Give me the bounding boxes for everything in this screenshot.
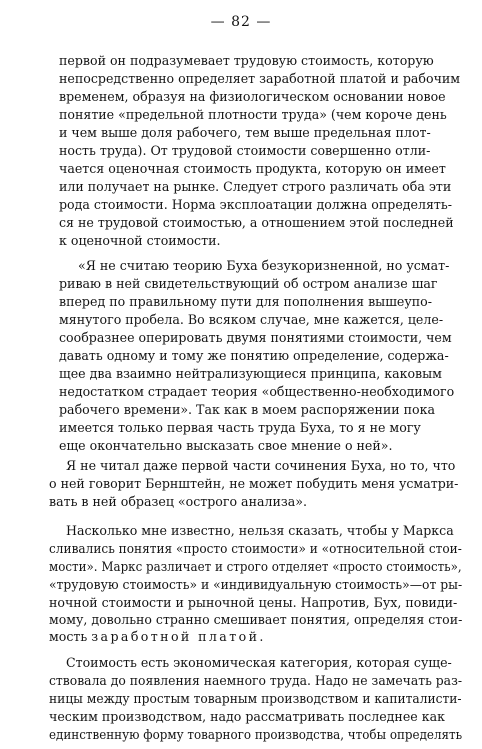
text-line: временем, образуя на физиологическом основании новое (59, 89, 446, 104)
text-line: ницы между простым товарным производством и капиталисти- (49, 691, 462, 706)
text-line: ность труда). От трудовой стоимости совершенно отли- (59, 143, 431, 158)
text-line: о ней говорит Бернштейн, не может побудить меня усматри- (49, 476, 459, 491)
text-line-with-emphasis (49, 628, 266, 646)
text-line: ческим производством, надо рассматривать последнее как (49, 709, 445, 724)
text-line: недостатком страдает теория «общественно-необходимого (59, 384, 455, 399)
text-line: ствовала до появления наемного труда. Надо не замечать раз- (49, 673, 463, 688)
text-line: ночной стоимости и рыночной цены. Напротив, Бух, повиди- (49, 595, 458, 610)
text-line: рабочего времени». Так как в моем распоряжении пока (59, 402, 435, 417)
text-line: Насколько мне известно, нельзя сказать, чтобы у Маркса (66, 523, 454, 538)
text-line: «трудовую стоимость» и «индивидуальную стоимость»—от ры- (49, 577, 463, 592)
text-line: мому, довольно странно смешивает понятия, определяя стои- (49, 612, 463, 627)
text-line: или получает на рынке. Следует строго различать оба эти (59, 179, 452, 194)
text-line: единственную форму товарного производства, чтобы определять (49, 727, 463, 742)
text-line: к оценочной стоимости. (59, 233, 221, 248)
text-line: Стоимость есть экономическая категория, которая суще- (66, 655, 452, 670)
text-line: и чем выше доля рабочего, тем выше предельная плот- (59, 125, 431, 140)
text-line: Я не читал даже первой части сочинения Буха, но то, что (66, 458, 456, 473)
text-line: мянутого пробела. Во всяком случае, мне кажется, целе- (59, 312, 444, 327)
text-line: давать одному и тому же понятию определение, содержа- (59, 348, 449, 363)
text-line: понятие «предельной плотности труда» (чем короче день (59, 107, 447, 122)
text-line: сообразнее оперировать двумя понятиями стоимости, чем (59, 330, 452, 345)
text-line: мости». Маркс различает и строго отделяет «просто стоимость», (49, 559, 462, 574)
text-line: «Я не считаю теорию Буха безукоризненной, но усмат- (78, 258, 450, 273)
page-number: — 82 — (210, 14, 272, 30)
text-run: мость (49, 629, 92, 644)
text-line: ся не трудовой стоимостью, а отношением этой последней (59, 215, 454, 230)
text-line: щее два взаимно нейтрализующиеся принципа, каковым (59, 366, 442, 381)
text-line: первой он подразумевает трудовую стоимость, которую (59, 53, 434, 68)
text-line: еще окончательно высказать свое мнение о ней». (59, 438, 393, 453)
text-line: имеется только первая часть труда Буха, то я не могу (59, 420, 421, 435)
text-line: непосредственно определяет заработной платой и рабочим (59, 71, 461, 86)
text-line: сливались понятия «просто стоимости» и «относительной стои- (49, 541, 462, 556)
text-line: чается оценочная стоимость продукта, которую он имеет (59, 161, 446, 176)
text-line: рода стоимости. Норма эксплоатации должна определять- (59, 197, 453, 212)
text-line: вать в ней образец «острого анализа». (49, 494, 307, 509)
spaced-emphasis: заработной платой. (91, 629, 266, 644)
text-line: риваю в ней свидетельствующий об остром анализе шаг (59, 276, 438, 291)
text-line: вперед по правильному пути для пополнения вышеупо- (59, 294, 432, 309)
